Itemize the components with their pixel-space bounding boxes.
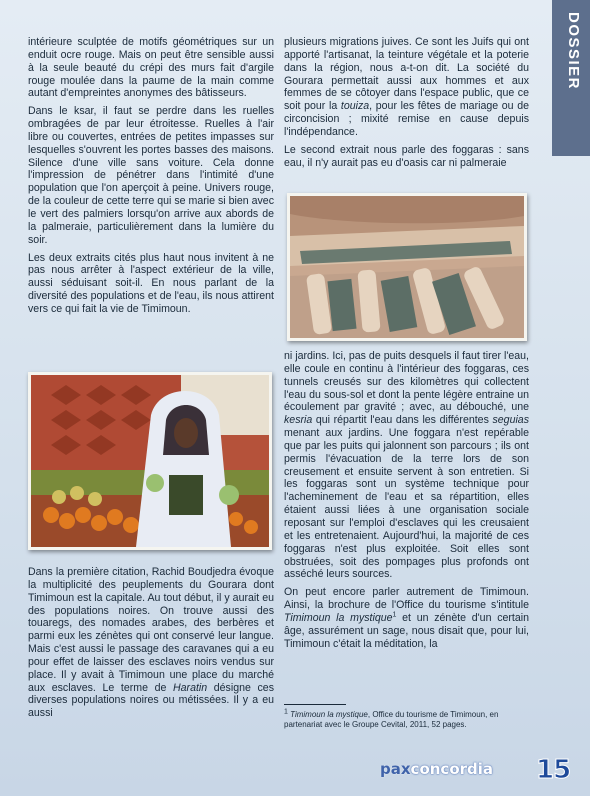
foggara-image <box>290 196 524 338</box>
footnote-text: , Office du tourisme de Timimoun, en partenariat avec le Groupe Cevital, 2011, 52 pages. <box>284 710 499 729</box>
text-run: désigne ces diverses populations noires ou métissées. Il y a eu aussi <box>28 681 274 720</box>
logo-part-concordia: concordia <box>410 760 494 778</box>
magazine-logo <box>380 760 510 784</box>
footnote-marker[interactable]: 1 <box>392 611 397 619</box>
text-run: , pour les fêtes de mariage ou de circoncision ; mixité remise en cause depuis l'indépendance. <box>284 100 529 138</box>
paragraph <box>284 350 529 581</box>
footnote <box>284 710 529 730</box>
italic-term: touiza <box>340 100 370 113</box>
text-run: Dans la première citation, Rachid Boudjedra évoque la multiplicité des peuplements du Gourara dont Timimoun est la capitale. Au tout début, il y aurait eu des populations noires. On trouve aussi des touaregs, des nomades arabes, des berbères et parmi eux les zénètes qui ont conservé leur langue. Mais c'est aussi le passage des caravanes qui a eu pour effet de laisser des esclaves noirs vendus sur place. Il y avait à Timimoun une place du marché aux esclaves. Le terme de <box>28 566 274 694</box>
article-column-right-top <box>284 36 529 174</box>
italic-term: Haratin <box>173 681 208 694</box>
text-run: et un zénète d'un certain âge, assurément un sage, nous disait que, pour lui, Timimoun c'était la méditation, la <box>284 611 529 650</box>
footnote-title: Timimoun la mystique <box>290 710 368 719</box>
paragraph <box>284 36 529 139</box>
paragraph: Le second extrait nous parle des foggaras : sans eau, il n'y aurait pas eu d'oasis car ni palmeraie <box>284 143 529 169</box>
section-tab-label: DOSSIER <box>565 12 582 91</box>
paragraph: intérieure sculptée de motifs géométriques sur un enduit ocre rouge. Mais on peut être sensible aussi à la seule beauté du crépi des murs fait d'argile rouge moulée dans la paume de la main comme autant d'empreintes anonymes des bâtisseurs. <box>28 36 274 100</box>
article-column-right-bottom <box>284 350 529 655</box>
text-run: ni jardins. Ici, pas de puits desquels il faut tirer l'eau, elle coule en continu à l'intérieur des foggaras, ces tunnels creusés sur des kilomètres qui collectent l'eau du sous-sol et dont la pente légère entraine un écoulement par gravité ; avec, au débouché, une <box>284 350 529 414</box>
text-run: On peut encore parler autrement de Timimoun. Ainsi, la brochure de l'Office du tourisme s'intitule <box>284 586 529 612</box>
page-number: 15 <box>536 755 571 785</box>
logo-part-pax: pax <box>380 760 411 778</box>
text-run: menant aux jardins. Une foggara n'est repérable que par les puits qui jalonnent son parcours ; ils ont permis l'évacuation de la terre lors de son creusement et ensuite servent à son entretien. Si les foggaras sont un système technique pour l'acheminement de l'eau et sa répartition, elles étaient aussi liées à une organisation sociale reposant sur l'emploi d'esclaves qui les creusaient et les entretenaient. Aujourd'hui, la majorité de ces foggaras n'est plus exploitée. Soit elles sont obstruées, soit des pompages plus profonds ont asséché leurs sources. <box>284 427 529 581</box>
footnote-number: 1 <box>284 708 288 716</box>
paragraph <box>284 586 529 650</box>
market-vendor-photo <box>28 372 272 550</box>
text-run: plusieurs migrations juives. Ce sont les Juifs qui ont apporté l'artisanat, la teinture végétale et la poterie dans la région, nous a-t-on dit. La société du Gourara permettait aussi aux hommes et aux femmes de se côtoyer dans l'espace public, que ce soit pour la <box>284 36 529 113</box>
section-tab <box>552 0 590 156</box>
foggara-water-channels-photo <box>287 193 527 341</box>
article-column-left-top <box>28 36 274 321</box>
text-run: qui répartit l'eau dans les différentes <box>312 414 493 427</box>
italic-title: Timimoun la mystique <box>284 611 393 624</box>
market-scene-image <box>31 375 269 547</box>
article-column-left-bottom <box>28 566 274 725</box>
italic-term: seguias <box>492 414 529 427</box>
paragraph <box>28 566 274 720</box>
paragraph: Dans le ksar, il faut se perdre dans les ruelles ombragées de par leur étroitesse. Ruelles à l'air libre ou couvertes, entrées de petites impasses sur lesquelles s'ouvrent les portes basses des maisons. Silence d'une ville sans voiture. Cela donne l'impression de pénétrer dans l'intimité d'une population que l'on aperçoit à peine. Univers rouge, de la couleur de cette terre qui se marie si bien avec le vert des palmiers lorsqu'on arrive aux abords de la palmeraie, particulièrement dans la lumière du soir. <box>28 105 274 246</box>
footnote-divider <box>284 704 346 705</box>
paragraph: Les deux extraits cités plus haut nous invitent à ne pas nous arrêter à l'aspect extérieur de la ville, aussi séduisant soit-il. En nous parlant de la diversité des populations et de l'eau, ils nous attirent vers ce qui fait la vie de Timimoun. <box>28 251 274 315</box>
italic-term: kesria <box>284 414 313 427</box>
